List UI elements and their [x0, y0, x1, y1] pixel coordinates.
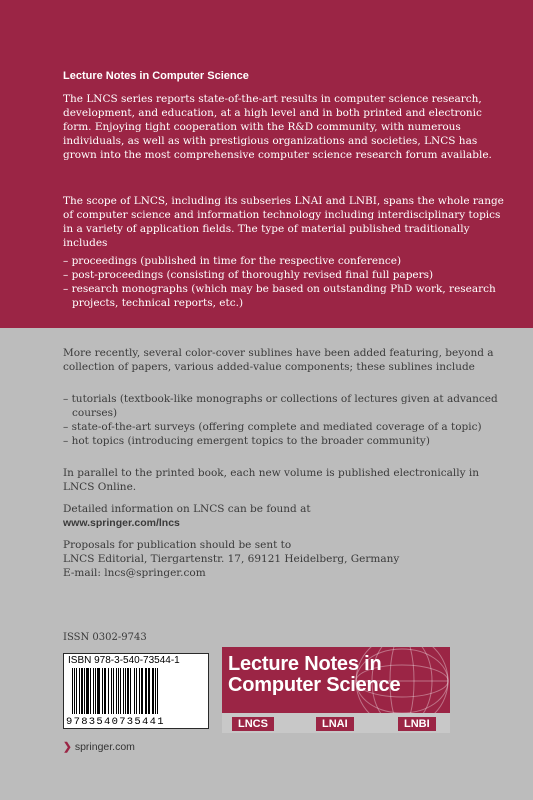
logo-title-line2: Computer Science: [228, 674, 401, 696]
traditional-list: [63, 254, 513, 310]
barcode-bar: [76, 668, 77, 714]
barcode-bar: [116, 668, 117, 714]
publisher-name: springer.com: [74, 741, 135, 753]
list-item: – proceedings (published in time for the respective conference): [63, 255, 402, 267]
intro-paragraph: The LNCS series reports state-of-the-art results in computer science research, development, and education, at a high level and in both printed and electronic form. Enjoying tight cooperation with the R&D community, with numerous individuals, as well as with prestigious organizations and societies, LNCS has grown into the most comprehensive computer science research forum available.: [63, 93, 492, 161]
barcode-bar: [145, 668, 147, 714]
barcode-bar: [130, 668, 131, 714]
series-title: Lecture Notes in Computer Science: [63, 70, 249, 82]
barcode-bar: [152, 668, 154, 714]
lncs-url-link[interactable]: www.springer.com/lncs: [63, 517, 180, 529]
barcode-bar: [108, 668, 109, 714]
barcode-bar: [134, 668, 135, 714]
publisher-link[interactable]: [63, 741, 135, 753]
barcode: [63, 653, 209, 729]
logo-title-line1: Lecture Notes in: [228, 653, 382, 675]
subseries-lncs: LNCS: [232, 717, 274, 731]
sublines-paragraph: More recently, several color-cover sublines have been added featuring, beyond a collection of papers, various added-value components; these sublines include: [63, 347, 494, 373]
info-paragraph: [63, 502, 513, 530]
subseries-lnbi: LNBI: [398, 717, 436, 731]
barcode-bar: [157, 668, 158, 714]
barcode-bar: [93, 668, 94, 714]
barcode-number: 9783540735441: [66, 716, 165, 728]
barcode-bar: [74, 668, 75, 714]
barcode-bar: [95, 668, 96, 714]
barcode-bar: [81, 668, 83, 714]
barcode-bar: [118, 668, 119, 714]
barcode-bar: [90, 668, 91, 714]
isbn-label: ISBN 978-3-540-73544-1: [68, 655, 180, 666]
barcode-bars: [70, 668, 204, 716]
barcode-bar: [86, 668, 89, 714]
barcode-bar: [111, 668, 112, 714]
barcode-bar: [125, 668, 126, 714]
barcode-bar: [127, 668, 129, 714]
scope-paragraph: The scope of LNCS, including its subseries LNAI and LNBI, spans the whole range of computer science and information technology including interdisciplinary topics in a variety of application fields. The type of material published traditionally includes: [63, 195, 504, 249]
proposals-paragraph: [63, 538, 513, 580]
email-text: E-mail: lncs@springer.com: [63, 567, 206, 579]
barcode-bar: [141, 668, 143, 714]
barcode-bar: [139, 668, 140, 714]
barcode-bar: [120, 668, 121, 714]
info-text: Detailed information on LNCS can be found at: [63, 503, 311, 515]
subseries-lnai: LNAI: [316, 717, 354, 731]
barcode-bar: [148, 668, 150, 714]
list-item: – state-of-the-art surveys (offering complete and mediated coverage of a topic): [63, 421, 482, 433]
chevron-right-icon: ❯: [63, 741, 72, 753]
proposals-text: Proposals for publication should be sent to: [63, 539, 292, 551]
list-item: – research monographs (which may be based on outstanding PhD work, research projects, technical reports, etc.): [63, 283, 496, 309]
online-paragraph: In parallel to the printed book, each new volume is published electronically in LNCS Online.: [63, 467, 479, 493]
barcode-bar: [97, 668, 100, 714]
barcode-bar: [104, 668, 106, 714]
list-item: – hot topics (introducing emergent topics to the broader community): [63, 435, 430, 447]
list-item: – tutorials (textbook-like monographs or collections of lectures given at advanced courses): [63, 393, 498, 419]
barcode-bar: [155, 668, 156, 714]
issn-label: ISSN 0302-9743: [63, 632, 147, 643]
barcode-bar: [84, 668, 85, 714]
barcode-bar: [72, 668, 73, 714]
editorial-address: LNCS Editorial, Tiergartenstr. 17, 69121 Heidelberg, Germany: [63, 553, 400, 565]
sublines-list: [63, 392, 513, 448]
barcode-bar: [102, 668, 103, 714]
list-item: – post-proceedings (consisting of thoroughly revised final full papers): [63, 269, 434, 281]
barcode-bar: [136, 668, 137, 714]
barcode-bar: [123, 668, 124, 714]
barcode-bar: [79, 668, 80, 714]
lncs-logo: [222, 647, 450, 733]
barcode-bar: [113, 668, 114, 714]
